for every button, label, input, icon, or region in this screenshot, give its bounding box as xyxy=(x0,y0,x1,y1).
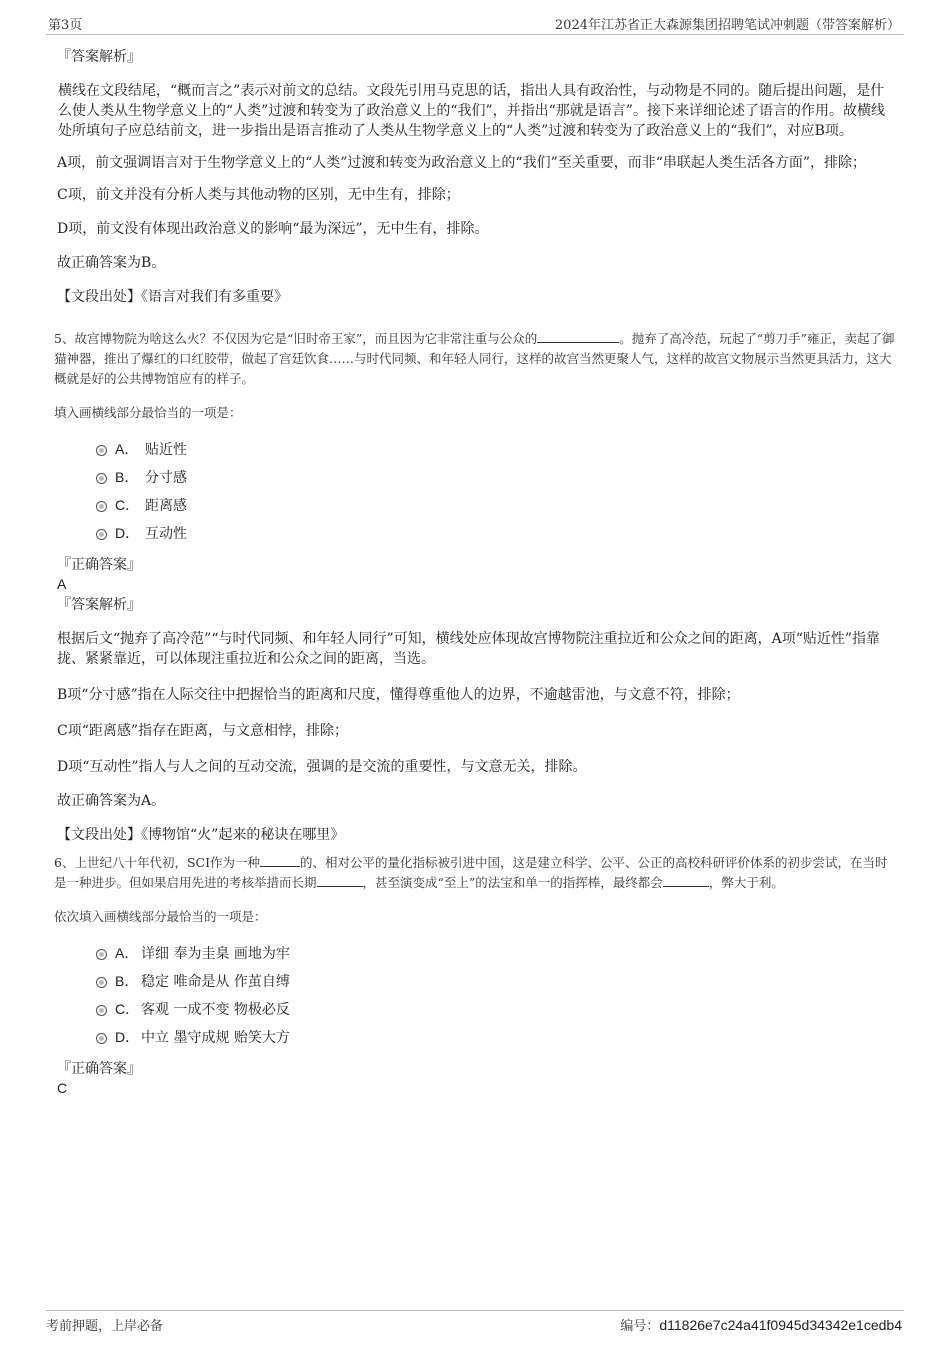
radio-button-icon[interactable] xyxy=(96,473,107,484)
option-c[interactable]: C． 客观 一成不变 物极必反 xyxy=(57,995,897,1023)
option-a[interactable]: A． 贴近性 xyxy=(57,435,897,463)
radio-button-icon[interactable] xyxy=(96,949,107,960)
document-code: 编号：d11826e7c24a41f0945d34342e1cedb4 xyxy=(620,1317,902,1334)
option-b[interactable]: B． 分寸感 xyxy=(57,463,897,491)
analysis-option-d: D项，前文没有体现出政治意义的影响“最为深远”，无中生有，排除。 xyxy=(57,221,489,237)
page-footer xyxy=(46,1310,904,1333)
question-5-stem-part2: 。抛弃了高冷范，玩起了“剪刀手”雍正，卖起了御猫神器，推出了爆红的口红胶带，做起了宫廷饮食……与时代同频、和年轻人同行，这样的故宫当然更聚人气，这样的故宫文物展示当然更具活力，这大概就是好的公共博物馆应有的样子。 xyxy=(54,331,895,386)
analysis-conclusion: 故正确答案为B。 xyxy=(57,255,166,271)
question-6-prompt: 依次填入画横线部分最恰当的一项是： xyxy=(54,909,267,924)
question-5-stem xyxy=(54,329,897,389)
option-c[interactable]: C． 距离感 xyxy=(57,491,897,519)
analysis-option-b: B项“分寸感”指在人际交往中把握恰当的距离和尺度，懂得尊重他人的边界，不逾越雷池，与文意不符，排除； xyxy=(57,687,740,703)
question-6-options xyxy=(57,939,897,1051)
fill-blank xyxy=(663,874,709,887)
document-body xyxy=(54,47,897,1097)
fill-blank xyxy=(260,854,300,867)
analysis-paragraph: 根据后文“抛弃了高冷范”“与时代同频、和年轻人同行”可知，横线处应体现故宫博物院注重拉近和公众之间的距离，A项“贴近性”指靠拢、紧紧靠近，可以体现注重拉近和公众之间的距离，当选。 xyxy=(57,631,881,667)
radio-button-icon[interactable] xyxy=(96,977,107,988)
radio-button-icon[interactable] xyxy=(96,1033,107,1044)
analysis-tag: 『答案解析』 xyxy=(57,597,141,613)
radio-button-icon[interactable] xyxy=(96,501,107,512)
radio-button-icon[interactable] xyxy=(96,1005,107,1016)
analysis-option-c: C项“距离感”指存在距离，与文意相悖，排除； xyxy=(57,723,349,739)
answer-tag: 『正确答案』 xyxy=(57,557,141,573)
page-number: 第3页 xyxy=(48,18,83,33)
option-d[interactable]: D． 互动性 xyxy=(57,519,897,547)
answer-value: C xyxy=(57,1080,68,1096)
answer-value: A xyxy=(57,576,67,592)
fill-blank xyxy=(537,330,619,343)
document-title: 2024年江苏省正大森源集团招聘笔试冲刺题（带答案解析） xyxy=(554,18,900,33)
footer-slogan: 考前押题，上岸必备 xyxy=(46,1319,164,1334)
source-citation: 【文段出处】《语言对我们有多重要》 xyxy=(57,289,288,305)
analysis-option-c: C项，前文并没有分析人类与其他动物的区别，无中生有，排除； xyxy=(57,187,460,203)
question-5-stem-part1: 5、故宫博物院为啥这么火？不仅因为它是“旧时帝王家”，而且因为它非常注重与公众的 xyxy=(54,331,538,346)
question-5-options xyxy=(57,435,897,547)
page-header xyxy=(46,14,904,35)
analysis-option-a: A项，前文强调语言对于生物学意义上的“人类”过渡和转变为政治意义上的“我们”至关重要，而非“串联起人类生活各方面”，排除； xyxy=(57,155,867,171)
radio-button-icon[interactable] xyxy=(96,529,107,540)
radio-button-icon[interactable] xyxy=(96,445,107,456)
analysis-paragraph: 横线在文段结尾，“概而言之”表示对前文的总结。文段先引用马克思的话，指出人具有政治性，与动物是不同的。随后提出问题，是什么使人类从生物学意义上的“人类”过渡和转变为了政治意义上的“我们”，并指出“那就是语言”。接下来详细论述了语言的作用。故横线处所填句子应总结前文，进一步指出是语言推动了人类从生物学意义上的“人类”过渡和转变为了政治意义上的“我们”，对应B项。 xyxy=(58,83,885,139)
answer-tag: 『正确答案』 xyxy=(57,1061,141,1077)
question-5-prompt: 填入画横线部分最恰当的一项是： xyxy=(54,405,242,420)
option-b[interactable]: B． 稳定 唯命是从 作茧自缚 xyxy=(57,967,897,995)
question-6-stem: 6、上世纪八十年代初，SCI作为一种 的、相对公平的量化指标被引进中国，这是建立科学、公平、公正的高校科研评价体系的初步尝试，在当时是一种进步。但如果启用先进的考核举措而长期 ，甚至演变成“至上”的法宝和单一的指挥棒，最终都会 ，弊大于利。 xyxy=(54,855,888,890)
analysis-tag: 『答案解析』 xyxy=(57,49,141,65)
option-a[interactable]: A． 详细 奉为圭臬 画地为牢 xyxy=(57,939,897,967)
option-d[interactable]: D． 中立 墨守成规 贻笑大方 xyxy=(57,1023,897,1051)
analysis-conclusion: 故正确答案为A。 xyxy=(57,793,166,809)
source-citation: 【文段出处】《博物馆“火”起来的秘诀在哪里》 xyxy=(57,827,345,843)
analysis-option-d: D项“互动性”指人与人之间的互动交流，强调的是交流的重要性，与文意无关，排除。 xyxy=(57,759,587,775)
fill-blank xyxy=(317,874,363,887)
